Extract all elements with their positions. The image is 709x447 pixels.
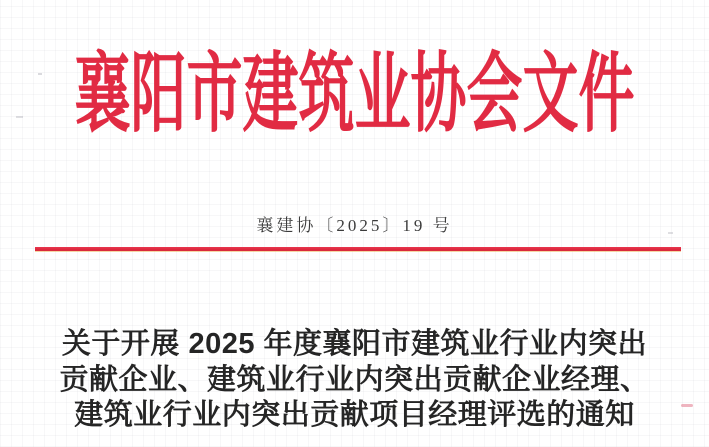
scan-artifact <box>668 232 673 234</box>
scan-artifact <box>16 116 23 118</box>
scan-artifact <box>38 73 42 75</box>
notice-title-line-2: 贡献企业、建筑业行业内突出贡献企业经理、 <box>59 363 650 396</box>
red-separator-rule <box>35 247 681 251</box>
red-letterhead-title: 襄阳市建筑业协会文件 <box>74 47 635 144</box>
document-number: 襄建协〔2025〕19 号 <box>256 216 453 235</box>
notice-title-line-3: 建筑业行业内突出贡献项目经理评选的通知 <box>74 399 635 431</box>
notice-title <box>0 327 709 434</box>
scan-artifact <box>681 404 693 407</box>
notice-title-line-1: 关于开展 2025 年度襄阳市建筑业行业内突出 <box>61 328 648 360</box>
